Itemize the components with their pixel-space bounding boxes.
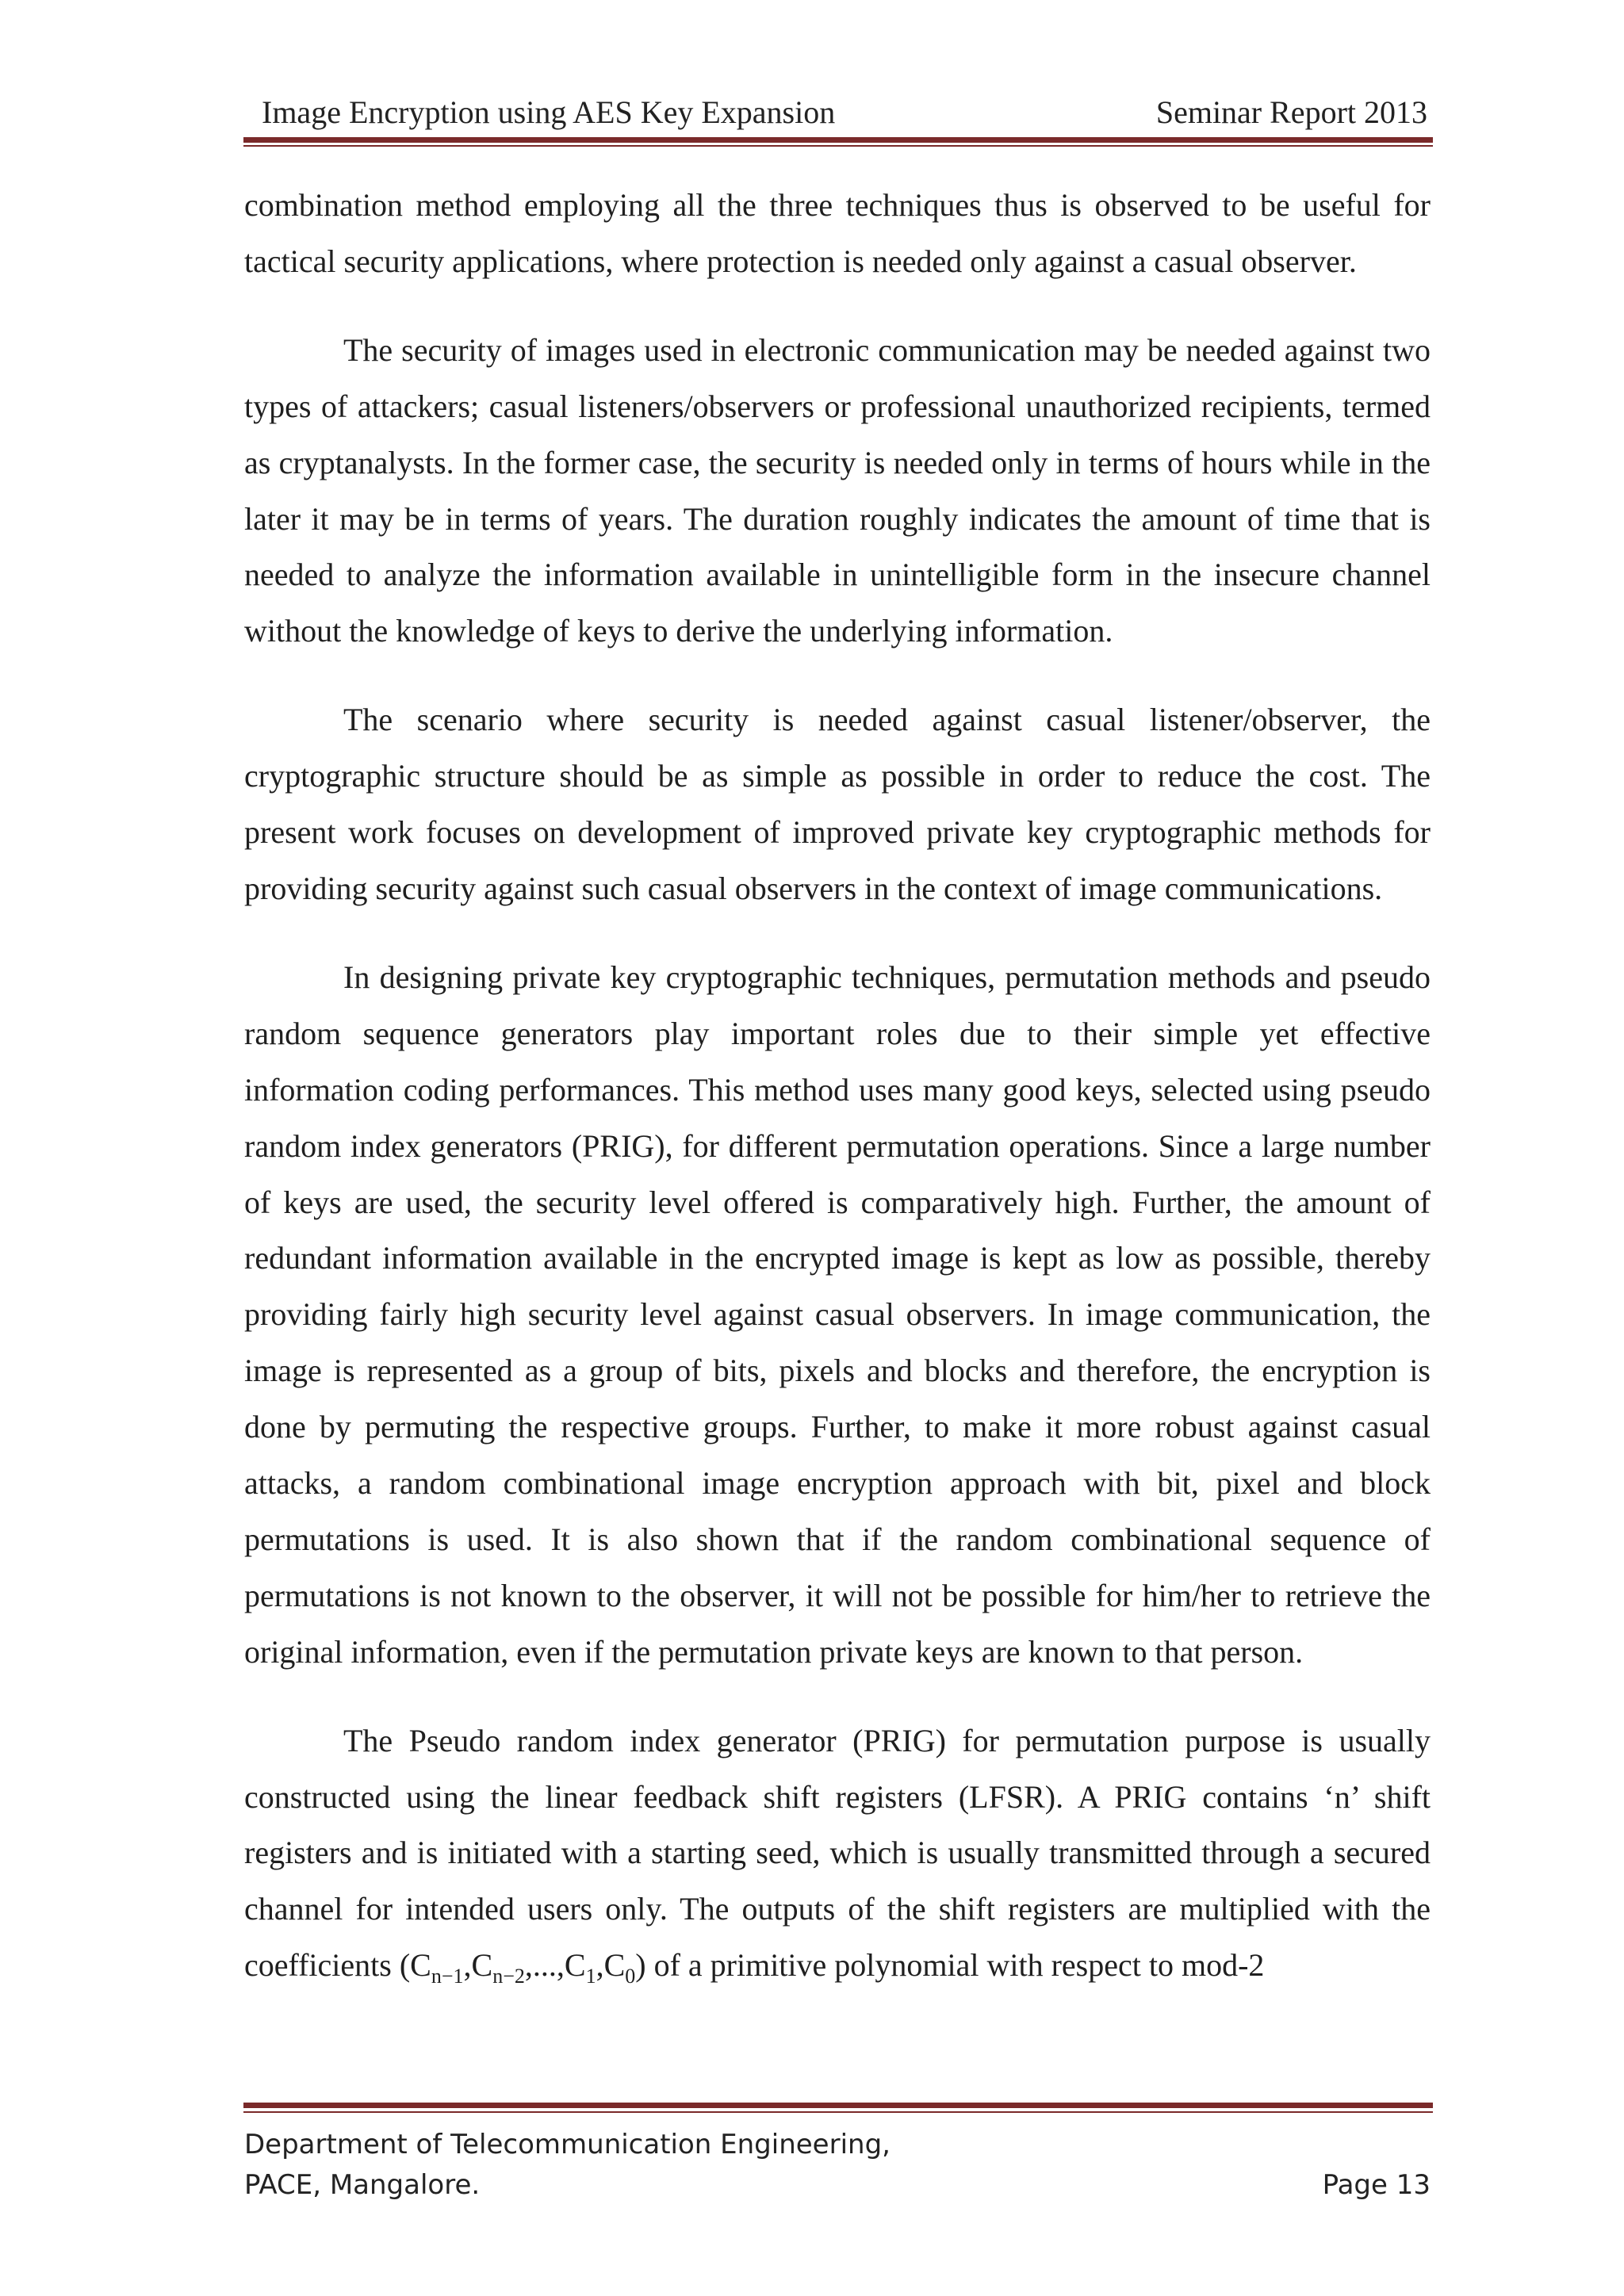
footer-department: Department of Telecommunication Engineering, — [244, 2129, 891, 2160]
paragraph-2: The security of images used in electronic communication may be needed against two types of attackers; casual listeners/observers or professional unauthorized recipients, termed as cryptanalysts. In the former case, the security is needed only in terms of hours while in the later it may be in terms of years. The duration roughly indicates the amount of time that is needed to analyze the information available in unintelligible form in the insecure channel without the knowledge of keys to derive the underlying information. — [244, 331, 1431, 649]
paragraph-5-text-a: The Pseudo random index generator (PRIG) for permutation purpose is usually constructed using the linear feedback shift registers (LFSR). A PRIG contains ‘n’ shift registers and is initiated with a starting seed, which is usually transmitted through a secured channel for intended users only. The outputs of the shift registers are multiplied with the coefficients (C — [244, 1722, 1431, 1984]
subscript-n-minus-2: n−2 — [492, 1965, 525, 1988]
body-text — [244, 178, 1431, 2026]
subscript-1: 1 — [585, 1965, 596, 1988]
paragraph-5-text-c4: ,C — [596, 1947, 626, 1984]
header-rule-thick — [243, 137, 1433, 143]
paragraph-4: In designing private key cryptographic techniques, permutation methods and pseudo random sequence generators play important roles due to their simple yet effective information coding performances. This method uses many good keys, selected using pseudo random index generators (PRIG), for different permutation operations. Since a large number of keys are used, the security level offered is comparatively high. Further, the amount of redundant information available in the encrypted image is kept as low as possible, thereby providing fairly high security level against casual observers. In image communication, the image is represented as a group of bits, pixels and blocks and therefore, the encryption is done by permuting the respective groups. Further, to make it more robust against casual attacks, a random combinational image encryption approach with bit, pixel and block permutations is used. It is also shown that if the random combinational sequence of permutations is not known to the observer, it will not be possible for him/her to retrieve the original information, even if the permutation private keys are known to that person. — [244, 959, 1431, 1670]
subscript-0: 0 — [625, 1965, 636, 1988]
paragraph-5-text-b: ) of a primitive polynomial with respect to mod-2 — [635, 1947, 1265, 1984]
paragraph-5 — [244, 1713, 1431, 1995]
page-number: Page 13 — [1322, 2169, 1431, 2201]
header-report: Seminar Report 2013 — [1155, 94, 1427, 130]
page-header — [262, 89, 1427, 136]
paragraph-1: combination method employing all the three techniques thus is observed to be useful for tactical security applications, where protection is needed only against a casual observer. — [244, 187, 1431, 279]
footer-institution: PACE, Mangalore. — [244, 2169, 481, 2201]
footer-rule-thick — [243, 2103, 1433, 2108]
paragraph-5-text-c2: ,C — [463, 1947, 493, 1984]
paragraph-5-text-c3: ,...,C — [524, 1947, 586, 1984]
header-rule-thin — [243, 145, 1433, 147]
header-title: Image Encryption using AES Key Expansion — [262, 94, 836, 130]
subscript-n-minus-1: n−1 — [431, 1965, 464, 1988]
paragraph-3: The scenario where security is needed against casual listener/observer, the cryptographic structure should be as simple as possible in order to reduce the cost. The present work focuses on development of improved private key cryptographic methods for providing security against such casual observers in the context of image communications. — [244, 702, 1431, 906]
footer-rule-thin — [243, 2111, 1433, 2113]
